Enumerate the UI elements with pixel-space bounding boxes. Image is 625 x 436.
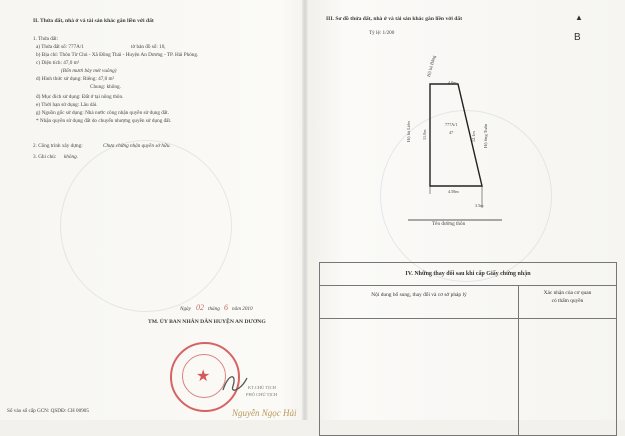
confirmation-line-1: Xác nhận của cơ quan (543, 290, 592, 296)
page-fold (302, 0, 308, 420)
usage-form-shared: Chung: không. (90, 84, 121, 90)
confirmation-line-2: có thẩm quyền (551, 298, 584, 305)
north-arrow-icon: ▲ (575, 13, 583, 22)
usage-form: d) Hình thức sử dụng: Riêng: 47,0 m² (36, 76, 115, 82)
watermark-left (60, 140, 232, 312)
issue-date-prefix: Ngày (180, 306, 191, 312)
changes-content-cell (320, 319, 519, 436)
usage-term: e) Thời hạn sử dụng: Lâu dài. (36, 102, 98, 108)
map-scale: Tỷ lệ: 1/200 (369, 30, 395, 36)
notes-value: không. (64, 154, 78, 160)
right-length: 12.1m (471, 131, 476, 142)
issue-month: 6 (224, 303, 228, 312)
road-width: 3.5m (475, 203, 484, 208)
construction-value: Chưa chứng nhận quyền sở hữu. (103, 143, 171, 149)
address: b) Địa chỉ: Thôn Từ Chủ - Xã Đồng Thái - Huyện An Dương - TP. Hải Phòng. (36, 52, 199, 58)
top-neighbor: Hộ bà Băng (425, 54, 437, 78)
notes-label: 3. Ghi chú: (33, 154, 57, 160)
vice-chair-title: KT.CHỦ TỊCH (248, 385, 276, 390)
plot-id: 777A/1 (445, 122, 458, 127)
issue-year: năm 2010 (232, 306, 253, 312)
usage-origin: g) Nguồn gốc sử dụng: Nhà nước công nhận quyền sử dụng đất. (36, 110, 169, 116)
issuing-authority: TM. ỦY BAN NHÂN DÂN HUYỆN AN DƯƠNG (148, 319, 266, 325)
area: c) Diện tích: 47,0 m² (36, 60, 80, 66)
land-plot-heading: 1. Thửa đất: (33, 36, 59, 42)
bottom-length: 4.58m (448, 189, 459, 194)
left-neighbor: Hộ bà Liên (406, 121, 411, 142)
top-length: 4.0m (448, 80, 457, 85)
plot-number: a) Thửa đất số: 777A/1 (36, 44, 84, 50)
vice-chair-subtitle: PHÓ CHỦ TỊCH (246, 392, 278, 397)
issue-day: 02 (196, 303, 204, 312)
area-in-words: (Bốn mươi bảy mét vuông) (61, 68, 117, 74)
map-sheet-number: tờ bản đồ số: 10, (131, 44, 166, 50)
plot-diagram (400, 70, 510, 230)
official-red-stamp: ★ (170, 342, 240, 412)
usage-purpose: đ) Mục đích sử dụng: Đất ở tại nông thôn. (36, 94, 124, 100)
road-name: Tên đường thôn (432, 221, 466, 227)
changes-table (319, 262, 617, 436)
section-2-title: II. Thửa đất, nhà ở và tài sản khác gắn liền với đất (33, 18, 154, 24)
changes-title: IV. Những thay đổi sau khi cấp Giấy chứng nhận (320, 263, 617, 286)
signer-name: Nguyễn Ngọc Hải (232, 408, 297, 418)
section-3-title: III. Sơ đồ thửa đất, nhà ở và tài sản khác gắn liền với đất (326, 16, 463, 22)
issue-month-label: tháng (208, 306, 220, 312)
plot-area-label: 47 (449, 130, 454, 135)
north-label: B (574, 32, 581, 43)
certificate-registry-number: Số vào sổ cấp GCN: QSDĐ: CH 00905 (7, 408, 89, 414)
changes-col-confirmation (518, 286, 616, 319)
changes-confirmation-cell (518, 319, 616, 436)
usage-origin-note: * Nhận quyền sử dụng đất do chuyển nhượng quyền sử dụng đất. (36, 118, 172, 124)
construction-label: 2. Công trình xây dựng: (33, 143, 83, 149)
changes-col-content: Nội dung bổ sung, thay đổi và cơ sở pháp lý (320, 286, 519, 319)
left-length: 11.0m (422, 129, 427, 140)
right-neighbor: Hộ ông Tuấn (483, 124, 488, 148)
